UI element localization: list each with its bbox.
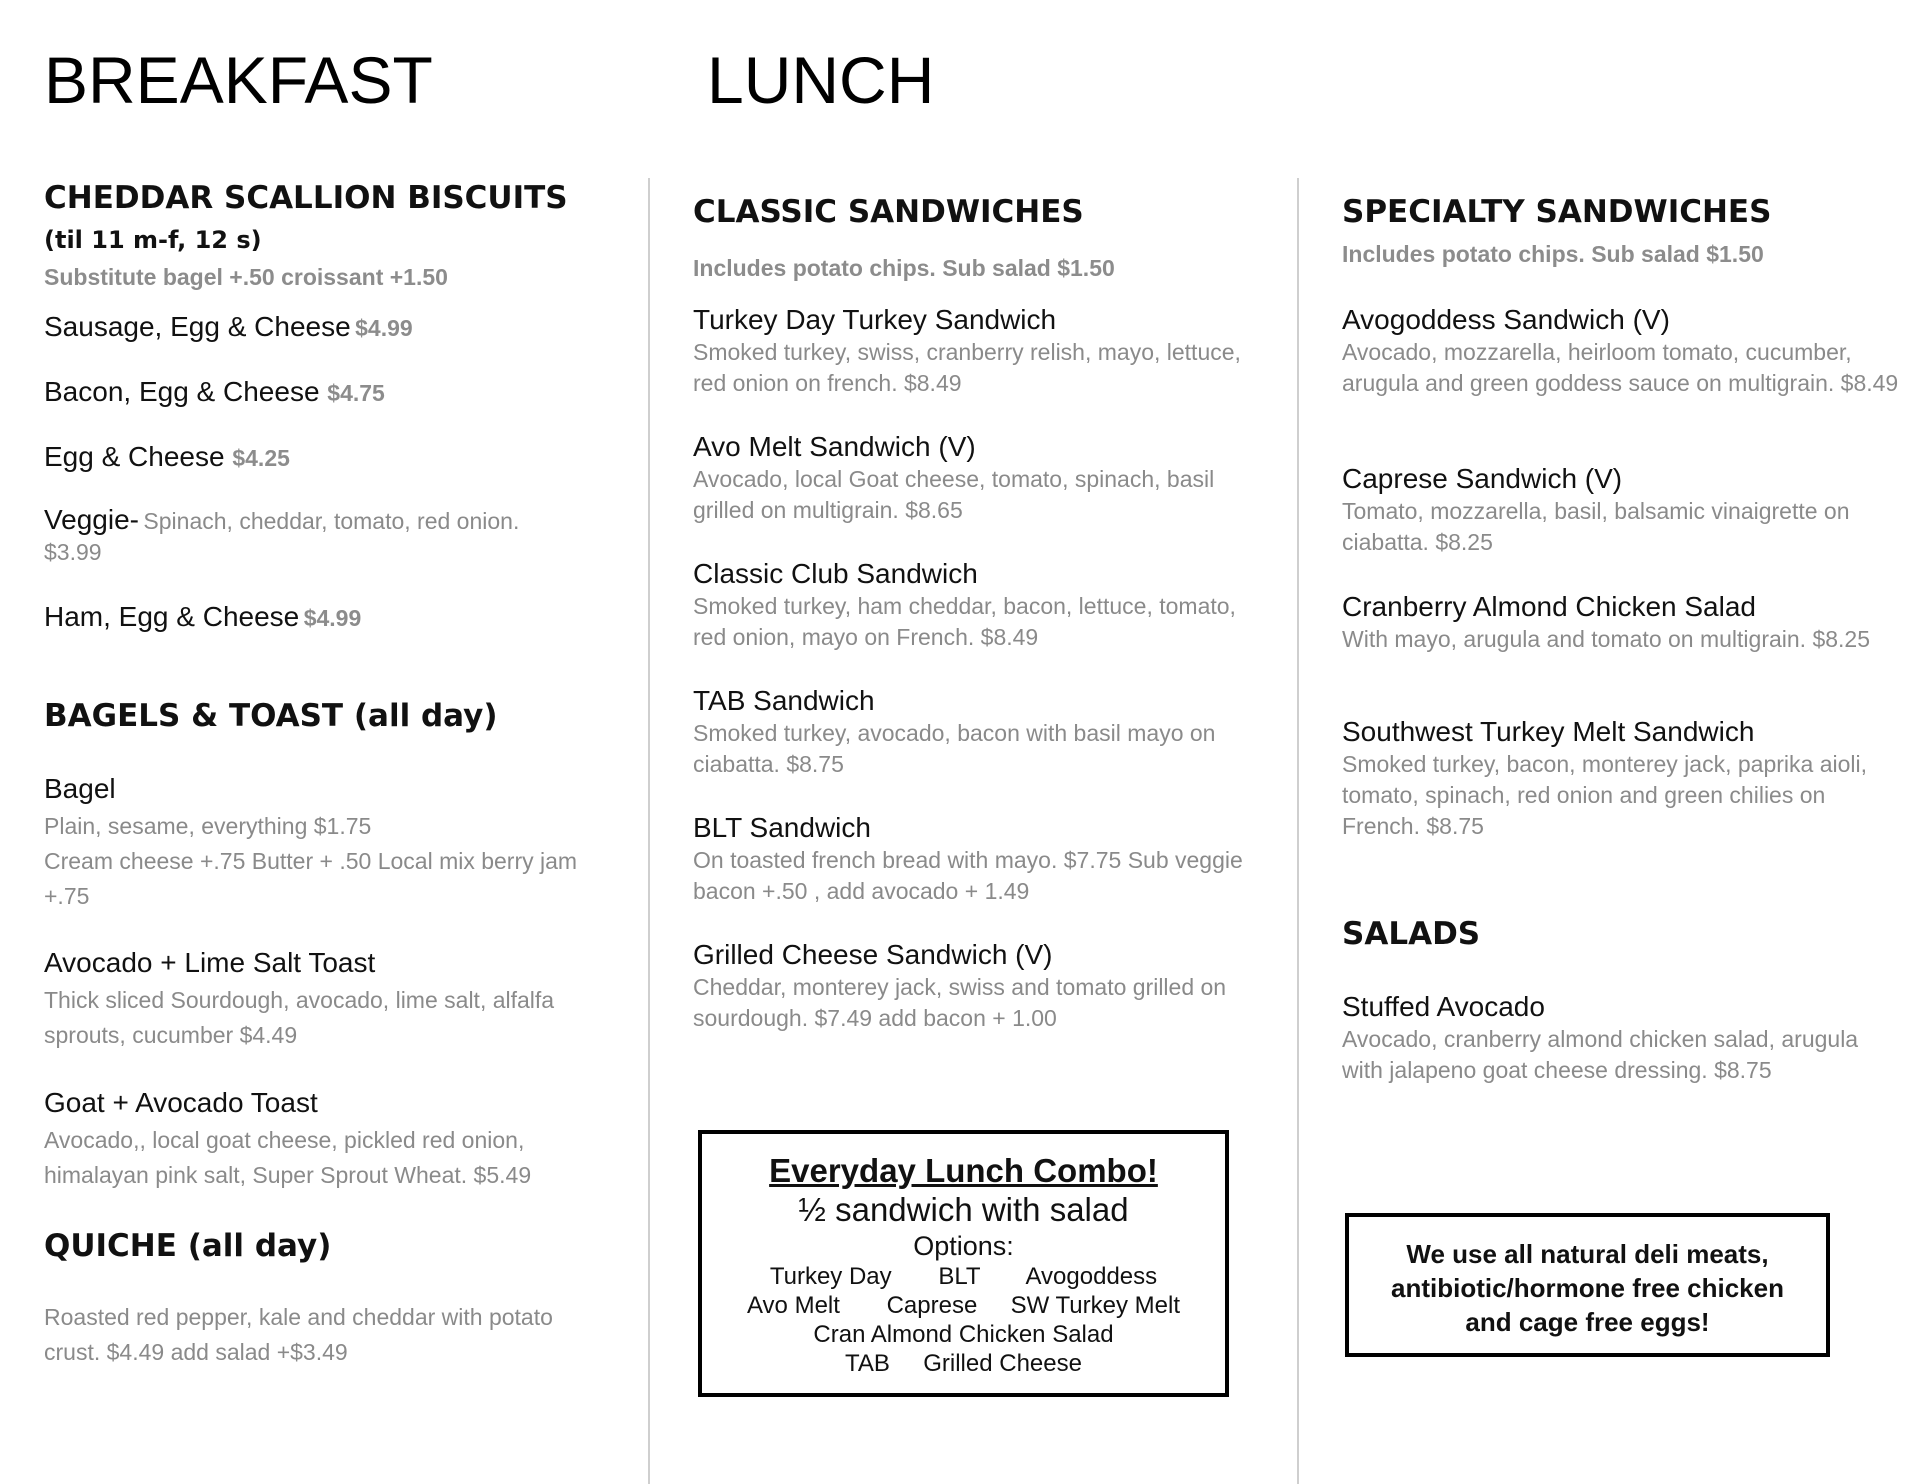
- combo-title: Everyday Lunch Combo!: [769, 1152, 1158, 1189]
- menu-item-classic-club: [693, 557, 1253, 653]
- lunch-combo-box: [698, 1130, 1229, 1397]
- biscuits-section-title: CHEDDAR SCALLION BISCUITS: [44, 180, 568, 216]
- item-name: Caprese Sandwich (V): [1342, 463, 1623, 494]
- item-description: Cheddar, monterey jack, swiss and tomato grilled on sourdough. $7.49 add bacon + 1.00: [693, 974, 1227, 1031]
- item-description: Smoked turkey, ham cheddar, bacon, lettuce, tomato, red onion, mayo on French. $8.49: [693, 593, 1236, 650]
- menu-item-bagel: [44, 772, 604, 914]
- sourcing-notice-box: [1345, 1213, 1830, 1357]
- combo-option-line: Cran Almond Chicken Salad: [813, 1321, 1114, 1348]
- item-name: Cranberry Almond Chicken Salad: [1342, 591, 1756, 622]
- breakfast-heading: BREAKFAST: [44, 43, 433, 117]
- item-description: Plain, sesame, everything $1.75 Cream cheese +.75 Butter + .50 Local mix berry jam +.75: [44, 813, 578, 909]
- classic-chips-note: Includes potato chips. Sub salad $1.50: [693, 255, 1115, 281]
- menu-item-goat-avocado-toast: [44, 1086, 604, 1193]
- item-name: Ham, Egg & Cheese: [44, 601, 300, 632]
- item-description: On toasted french bread with mayo. $7.75 Sub veggie bacon +.50 , add avocado + 1.49: [693, 847, 1243, 904]
- menu-item-sausage-egg-cheese: [44, 310, 604, 344]
- item-price: $3.99: [44, 539, 102, 565]
- combo-options-label: Options:: [913, 1231, 1014, 1261]
- biscuits-hours: (til 11 m-f, 12 s): [44, 226, 262, 254]
- combo-subtitle: ½ sandwich with salad: [798, 1191, 1129, 1228]
- item-description: Spinach, cheddar, tomato, red onion.: [143, 508, 520, 534]
- item-name: Avocado + Lime Salt Toast: [44, 947, 376, 978]
- menu-item-stuffed-avocado: [1342, 990, 1902, 1086]
- item-name: Grilled Cheese Sandwich (V): [693, 939, 1053, 970]
- item-name: Goat + Avocado Toast: [44, 1087, 318, 1118]
- item-name: Veggie-: [44, 504, 139, 535]
- column-divider-left: [648, 178, 650, 1484]
- menu-item-caprese: [1342, 462, 1902, 558]
- item-name: TAB Sandwich: [693, 685, 875, 716]
- menu-item-veggie: [44, 503, 604, 568]
- item-price: $4.75: [327, 380, 385, 406]
- quiche-section-title: QUICHE (all day): [44, 1228, 332, 1264]
- menu-item-tab: [693, 684, 1253, 780]
- notice-line: antibiotic/hormone free chicken: [1391, 1273, 1784, 1303]
- menu-item-avocado-lime-toast: [44, 946, 604, 1053]
- item-name: Bagel: [44, 773, 116, 804]
- item-description: Avocado, mozzarella, heirloom tomato, cucumber, arugula and green goddess sauce on multigrain. $8.49: [1342, 339, 1899, 396]
- combo-option-line: Avo Melt Caprese SW Turkey Melt: [746, 1292, 1181, 1319]
- item-name: Classic Club Sandwich: [693, 558, 978, 589]
- item-description: Avocado, cranberry almond chicken salad, arugula with jalapeno goat cheese dressing. $8.75: [1342, 1026, 1859, 1083]
- bagels-section-title: BAGELS & TOAST (all day): [44, 698, 498, 734]
- column-divider-right: [1297, 178, 1299, 1484]
- menu-item-bacon-egg-cheese: [44, 375, 604, 409]
- notice-line: We use all natural deli meats,: [1406, 1239, 1769, 1269]
- item-description: Avocado,, local goat cheese, pickled red onion, himalayan pink salt, Super Sprout Wheat. $5.49: [44, 1127, 532, 1188]
- menu-item-quiche: [44, 1300, 604, 1370]
- item-name: Avogoddess Sandwich (V): [1342, 304, 1670, 335]
- classic-section-title: CLASSIC SANDWICHES: [693, 194, 1084, 230]
- item-name: Stuffed Avocado: [1342, 991, 1545, 1022]
- item-description: Smoked turkey, swiss, cranberry relish, mayo, lettuce, red onion on french. $8.49: [693, 339, 1241, 396]
- salads-section-title: SALADS: [1342, 916, 1481, 952]
- menu-item-grilled-cheese: [693, 938, 1253, 1034]
- item-name: Southwest Turkey Melt Sandwich: [1342, 716, 1755, 747]
- biscuits-substitute-note: Substitute bagel +.50 croissant +1.50: [44, 264, 448, 290]
- item-description: Tomato, mozzarella, basil, balsamic vinaigrette on ciabatta. $8.25: [1342, 498, 1850, 555]
- menu-item-ham-egg-cheese: [44, 600, 604, 634]
- item-price: $4.99: [355, 315, 413, 341]
- combo-option-line: TAB Grilled Cheese: [845, 1350, 1082, 1377]
- combo-option-line: Turkey Day BLT Avogoddess: [769, 1263, 1158, 1290]
- lunch-heading: LUNCH: [707, 43, 935, 117]
- menu-item-southwest-turkey-melt: [1342, 715, 1902, 842]
- item-description: Smoked turkey, avocado, bacon with basil mayo on ciabatta. $8.75: [693, 720, 1216, 777]
- menu-item-avogoddess: [1342, 303, 1902, 399]
- menu-item-blt: [693, 811, 1253, 907]
- menu-item-cranberry-almond: [1342, 590, 1902, 655]
- item-price: $4.25: [232, 445, 290, 471]
- item-description: Avocado, local Goat cheese, tomato, spinach, basil grilled on multigrain. $8.65: [693, 466, 1215, 523]
- menu-item-turkey-day: [693, 303, 1253, 399]
- item-name: Turkey Day Turkey Sandwich: [693, 304, 1057, 335]
- item-name: Avo Melt Sandwich (V): [693, 431, 976, 462]
- menu-item-egg-cheese: [44, 440, 604, 474]
- specialty-chips-note: Includes potato chips. Sub salad $1.50: [1342, 241, 1764, 267]
- item-description: Thick sliced Sourdough, avocado, lime salt, alfalfa sprouts, cucumber $4.49: [44, 987, 555, 1048]
- item-description: With mayo, arugula and tomato on multigrain. $8.25: [1342, 626, 1871, 652]
- item-name: Sausage, Egg & Cheese: [44, 311, 351, 342]
- item-name: Bacon, Egg & Cheese: [44, 376, 328, 407]
- notice-line: and cage free eggs!: [1465, 1307, 1710, 1337]
- menu-item-avo-melt: [693, 430, 1253, 526]
- item-price: $4.99: [303, 605, 362, 631]
- item-description: Smoked turkey, bacon, monterey jack, paprika aioli, tomato, spinach, red onion and green chilies on French. $8.75: [1342, 751, 1867, 839]
- item-description: Roasted red pepper, kale and cheddar with potato crust. $4.49 add salad +$3.49: [44, 1304, 553, 1365]
- specialty-section-title: SPECIALTY SANDWICHES: [1342, 194, 1772, 230]
- item-name: BLT Sandwich: [693, 812, 871, 843]
- item-name: Egg & Cheese: [44, 441, 233, 472]
